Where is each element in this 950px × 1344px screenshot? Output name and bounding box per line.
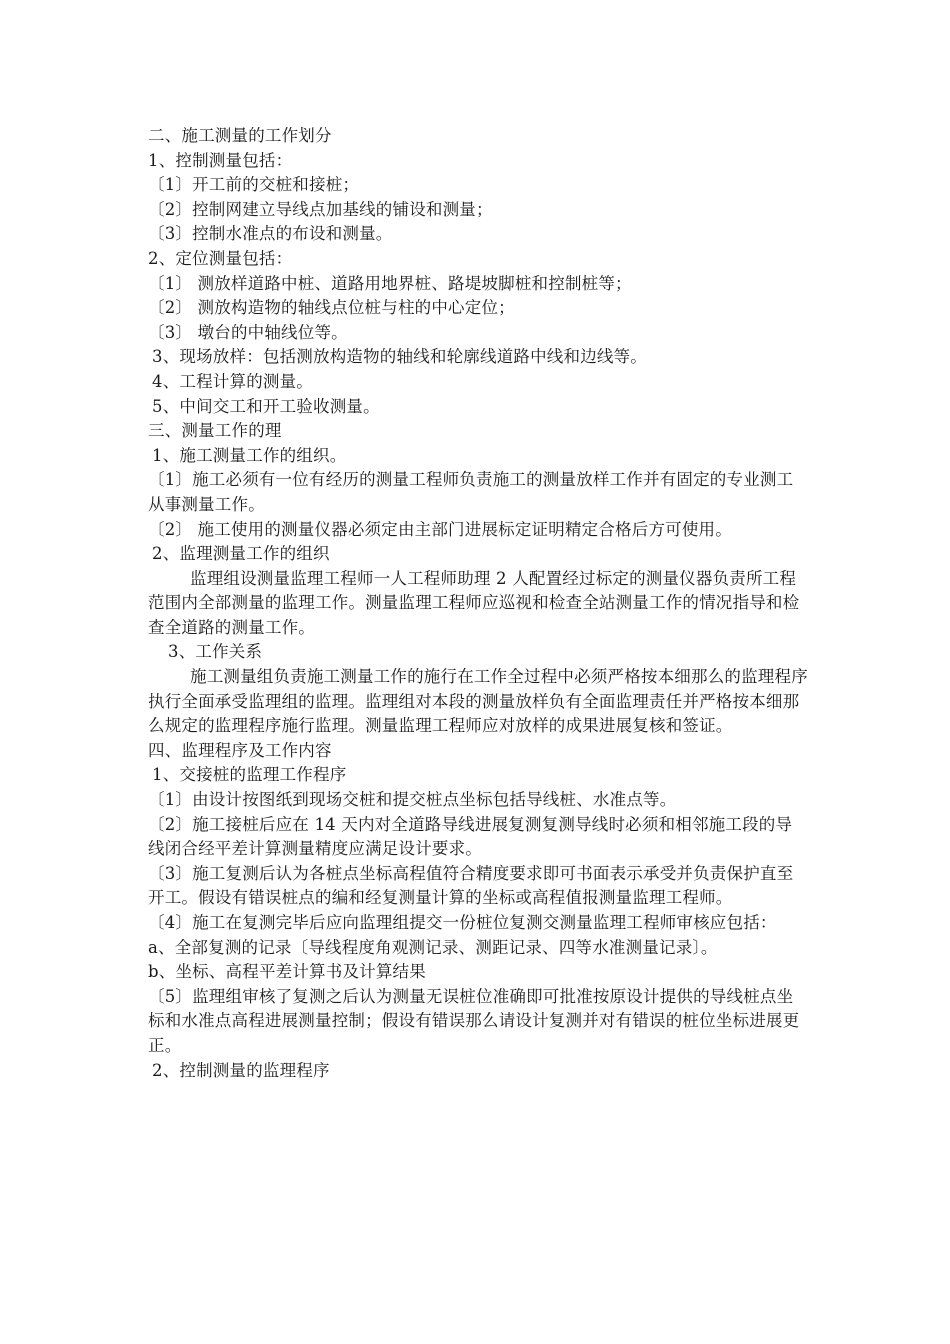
document-body — [148, 124, 808, 1083]
paragraph: 施工测量组负责施工测量工作的施行在工作全过程中必须严格按本细那么的监理程序执行全面承受监理组的监理。监理组对本段的测量放样负有全面监理责任并严格按本细那么规定的监理程序施行监理。测量监理工程师应对放样的成果进展复核和签证。 — [148, 667, 808, 736]
paragraph: b、坐标、高程平差计算书及计算结果 — [148, 962, 426, 982]
paragraph: 2、监理测量工作的组织 — [152, 544, 330, 564]
paragraph: 1、控制测量包括： — [148, 150, 293, 170]
paragraph: 〔2〕控制网建立导线点加基线的铺设和测量； — [148, 199, 493, 219]
paragraph: 5、中间交工和开工验收测量。 — [152, 396, 380, 416]
paragraph: 3、现场放样：包括测放构造物的轴线和轮廓线道路中线和边线等。 — [152, 347, 647, 367]
paragraph: 〔2〕 施工使用的测量仪器必须定由主部门进展标定证明精定合格后方可使用。 — [148, 519, 732, 539]
paragraph: 四、监理程序及工作内容 — [148, 740, 332, 760]
paragraph: 〔3〕控制水准点的布设和测量。 — [148, 224, 393, 244]
paragraph: 〔1〕开工前的交桩和接桩； — [148, 175, 360, 195]
paragraph: 〔2〕 测放构造物的轴线点位桩与柱的中心定位； — [148, 298, 515, 318]
paragraph: 〔1〕施工必须有一位有经历的测量工程师负责施工的测量放样工作并有固定的专业测工从事测量工作。 — [148, 470, 794, 514]
paragraph: 2、控制测量的监理程序 — [152, 1060, 330, 1080]
paragraph: 4、工程计算的测量。 — [152, 371, 313, 391]
paragraph: 2、定位测量包括： — [148, 248, 293, 268]
paragraph: a、全部复测的记录〔导线程度角观测记录、测距记录、四等水准测量记录〕。 — [148, 937, 718, 957]
paragraph: 〔1〕由设计按图纸到现场交桩和提交桩点坐标包括导线桩、水准点等。 — [148, 790, 677, 810]
paragraph: 〔2〕施工接桩后应在 14 天内对全道路导线进展复测复测导线时必须和相邻施工段的导线闭合经平差计算测量精度应满足设计要求。 — [148, 814, 793, 859]
paragraph: 〔5〕监理组审核了复测之后认为测量无误桩位准确即可批准按原设计提供的导线桩点坐标和水准点高程进展测量控制；假设有错误那么请设计复测并对有错误的桩位坐标进展更正。 — [148, 986, 800, 1055]
paragraph: 三、测量工作的理 — [148, 421, 282, 441]
paragraph: 〔3〕 墩台的中轴线位等。 — [148, 322, 348, 342]
paragraph: 〔3〕施工复测后认为各桩点坐标高程值符合精度要求即可书面表示承受并负责保护直至开工。假设有错误桩点的编和经复测量计算的坐标或高程值报测量监理工程师。 — [148, 863, 794, 908]
paragraph: 〔1〕 测放样道路中桩、道路用地界桩、路堤坡脚桩和控制桩等； — [148, 273, 632, 293]
paragraph: 监理组设测量监理工程师一人工程师助理 2 人配置经过标定的测量仪器负责所工程范围内全部测量的监理工作。测量监理工程师应巡视和检查全站测量工作的情况指导和检查全道路的测量工作。 — [148, 568, 800, 637]
paragraph: 3、工作关系 — [168, 642, 263, 662]
paragraph: 〔4〕施工在复测完毕后应向监理组提交一份桩位复测交测量监理工程师审核应包括： — [148, 913, 777, 932]
paragraph: 1、交接桩的监理工作程序 — [152, 765, 347, 785]
paragraph: 1、施工测量工作的组织。 — [152, 445, 347, 465]
paragraph: 二、施工测量的工作划分 — [148, 126, 332, 145]
